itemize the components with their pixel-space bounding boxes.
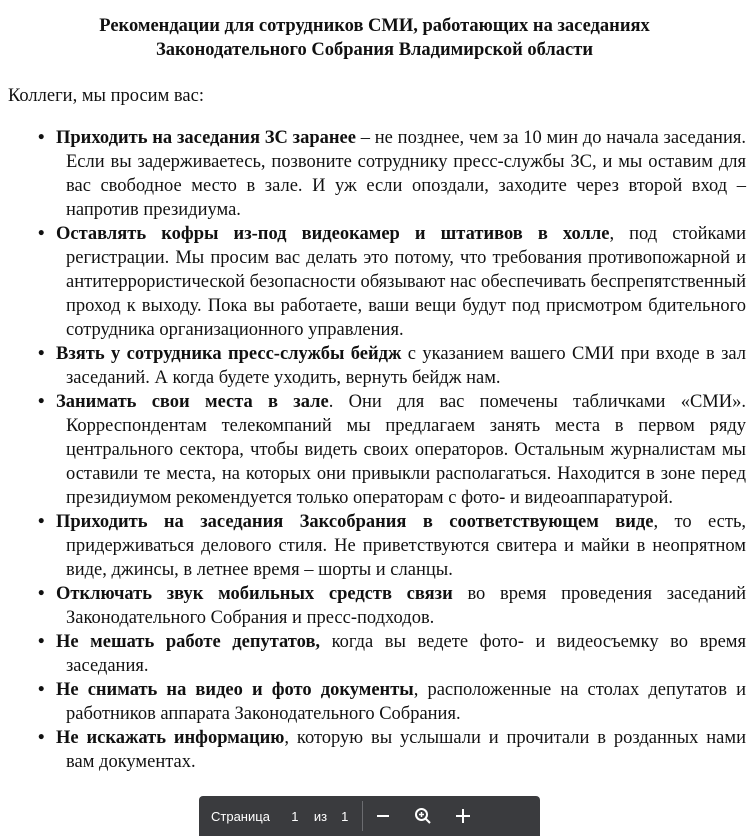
zoom-in-button[interactable]: [443, 801, 483, 831]
of-label: из: [313, 808, 328, 824]
item-lead: Занимать свои места в зале: [56, 392, 329, 412]
item-lead: Не снимать на видео и фото документы: [56, 680, 414, 700]
total-pages: 1: [341, 808, 349, 824]
item-text: когда вы ведете фото- и видеосъемку во время заседания.: [66, 632, 746, 676]
plus-icon: [454, 807, 472, 825]
item-text: , то есть, придерживаться делового стиля. Не приветствуются свитера и майки в неопрятном виде, джинсы, в летнее время – шорты и сланцы.: [66, 512, 747, 580]
item-text: – не позднее, чем за 10 мин до начала заседания. Если вы задерживаетесь, позвоните сотруднику пресс-службы ЗС, и мы оставим для вас свободное место в зале. И уж если опоздали, заходите через второй вход – напротив президиума.: [66, 128, 746, 220]
bullet-icon: •: [38, 728, 45, 748]
zoom-reset-button[interactable]: [403, 801, 443, 831]
item-text: с указанием вашего СМИ при входе в зал заседаний. А когда будете уходить, вернуть бейдж нам.: [66, 344, 746, 388]
list-item: [0, 726, 749, 774]
list-item: [0, 222, 749, 342]
magnifier-icon: [414, 807, 432, 825]
list-item: [0, 126, 749, 222]
item-text: , которую вы услышали и прочитали в розданных нами вам документах.: [66, 728, 746, 772]
list-item: [0, 582, 749, 630]
title-line-2: Законодательного Собрания Владимирской области: [155, 40, 594, 60]
item-lead: Приходить на заседания Заксобрания в соответствующем виде: [56, 512, 654, 532]
item-lead: Оставлять кофры из-под видеокамер и штативов в холле: [56, 224, 610, 244]
list-item: [0, 342, 749, 390]
bullet-icon: •: [38, 584, 45, 604]
item-text: , под стойками регистрации. Мы просим вас делать это потому, что требования противопожарной и антитеррористической безопасности обязывают нас обеспечивать беспрепятственный проход к выходу. Пока вы работаете, ваши вещи будут под присмотром бдительного сотрудника организационного управления.: [66, 224, 746, 340]
bullet-icon: •: [38, 680, 45, 700]
item-lead: Приходить на заседания ЗС заранее: [56, 128, 356, 148]
bullet-icon: •: [38, 392, 45, 412]
intro-text: Коллеги, мы просим вас:: [8, 86, 204, 106]
bullet-icon: •: [38, 344, 45, 364]
document-title: [0, 14, 749, 62]
item-lead: Не мешать работе депутатов,: [56, 632, 321, 652]
recommendations-list: [0, 126, 749, 774]
bullet-icon: •: [38, 512, 45, 532]
item-lead: Отключать звук мобильных средств связи: [56, 584, 453, 604]
page-number-input[interactable]: [282, 805, 308, 827]
title-line-1: Рекомендации для сотрудников СМИ, работающих на заседаниях: [99, 16, 650, 36]
item-lead: Не искажать информацию: [56, 728, 285, 748]
item-text: . Они для вас помечены табличками «СМИ». Корреспондентам телекомпаний мы предлагаем занять места в первом ряду центрального сектора, чтобы видеть своих операторов. Остальным журналистам мы оставили те места, на которых они привыкли располагаться. Находится в зоне перед президиумом рекомендуется только операторам с фото- и видеоаппаратурой.: [66, 392, 746, 508]
item-lead: Взять у сотрудника пресс-службы бейдж: [56, 344, 402, 364]
item-text: во время проведения заседаний Законодательного Собрания и пресс-подходов.: [66, 584, 747, 628]
list-item: [0, 630, 749, 678]
bullet-icon: •: [38, 224, 45, 244]
bullet-icon: •: [38, 632, 45, 652]
item-text: , расположенные на столах депутатов и работников аппарата Законодательного Собрания.: [66, 680, 746, 724]
bullet-icon: •: [38, 128, 45, 148]
zoom-out-button[interactable]: [363, 801, 403, 831]
page-label: Страница: [211, 808, 270, 824]
pdf-viewer-toolbar: [199, 796, 540, 836]
list-item: [0, 510, 749, 582]
minus-icon: [375, 808, 391, 824]
list-item: [0, 678, 749, 726]
list-item: [0, 390, 749, 510]
